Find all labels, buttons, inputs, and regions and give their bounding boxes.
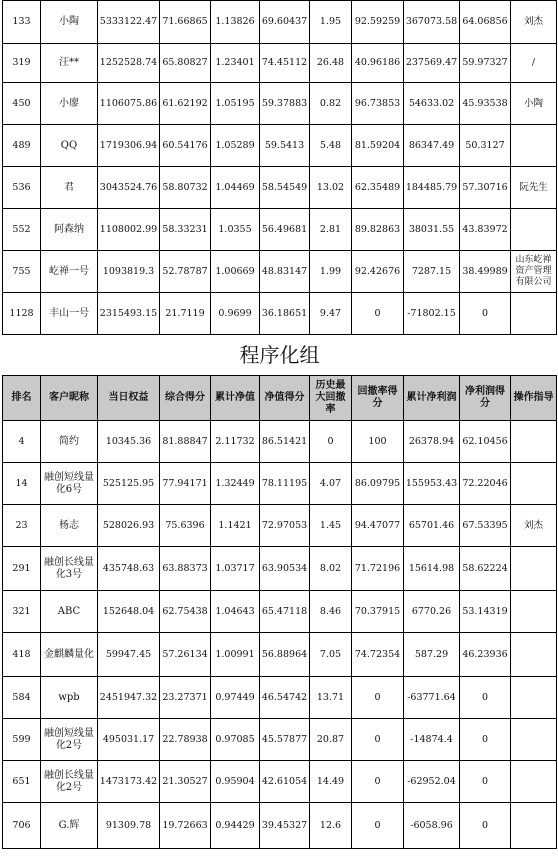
cell-nickname: 融创短线量化2号 [41,719,98,761]
cell-rank: 552 [3,209,41,251]
header-equity: 当日权益 [98,376,160,421]
cell-total-score: 62.75438 [160,591,211,633]
cell-equity: 1719306.94 [98,125,160,167]
cell-nav-score: 72.97053 [260,505,310,547]
header-drawdown-score: 回撤率得分 [352,376,404,421]
cell-cum-profit: 587.29 [404,633,460,677]
cell-max-drawdown: 13.02 [310,167,352,209]
cell-profit-score: 0 [460,803,511,849]
cell-rank: 584 [3,677,41,719]
cell-max-drawdown: 8.02 [310,547,352,591]
cell-guidance [511,421,557,463]
cell-drawdown-score: 81.59204 [352,125,404,167]
table-row [3,251,557,293]
cell-nav-score: 48.83147 [260,251,310,293]
cell-nav-score: 46.54742 [260,677,310,719]
section-title: 程序化组 [3,335,557,376]
cell-profit-score: 57.30716 [460,167,511,209]
cell-drawdown-score: 74.72354 [352,633,404,677]
table-row [3,591,557,633]
header-nav-score: 净值得分 [260,376,310,421]
cell-equity: 1106075.86 [98,83,160,125]
cell-total-score: 77.94171 [160,463,211,505]
cell-total-score: 81.88847 [160,421,211,463]
cell-cum-nav: 1.05195 [211,83,260,125]
cell-equity: 1252528.74 [98,44,160,83]
cell-total-score: 75.6396 [160,505,211,547]
cell-nav-score: 63.90534 [260,547,310,591]
cell-nav-score: 45.57877 [260,719,310,761]
cell-equity: 2451947.32 [98,677,160,719]
cell-guidance: 刘杰 [511,505,557,547]
cell-total-score: 21.30527 [160,761,211,803]
cell-nickname: G.辉 [41,803,98,849]
cell-drawdown-score: 96.73853 [352,83,404,125]
cell-nickname: wpb [41,677,98,719]
cell-rank: 1128 [3,293,41,335]
cell-rank: 133 [3,1,41,44]
table-row [3,421,557,463]
cell-nickname: 融创长线量化2号 [41,761,98,803]
cell-max-drawdown: 1.45 [310,505,352,547]
cell-profit-score: 72.22046 [460,463,511,505]
table-row [3,293,557,335]
cell-rank: 536 [3,167,41,209]
cell-cum-profit: 26378.94 [404,421,460,463]
cell-cum-profit: -62952.04 [404,761,460,803]
cell-drawdown-score: 70.37915 [352,591,404,633]
cell-nickname: QQ [41,125,98,167]
cell-guidance [511,719,557,761]
cell-cum-nav: 0.97085 [211,719,260,761]
cell-nickname: 小廖 [41,83,98,125]
cell-equity: 525125.95 [98,463,160,505]
table-row [3,83,557,125]
cell-cum-profit: 184485.79 [404,167,460,209]
cell-guidance [511,209,557,251]
cell-guidance [511,125,557,167]
table-row [3,633,557,677]
cell-nickname: 融创短线量化6号 [41,463,98,505]
cell-nickname: 屹禅一号 [41,251,98,293]
cell-nickname: 小陶 [41,1,98,44]
cell-guidance: 阮先生 [511,167,557,209]
cell-profit-score: 67.53395 [460,505,511,547]
cell-guidance [511,547,557,591]
cell-rank: 319 [3,44,41,83]
cell-guidance [511,633,557,677]
cell-cum-nav: 1.04643 [211,591,260,633]
cell-total-score: 21.7119 [160,293,211,335]
cell-rank: 599 [3,719,41,761]
table-row [3,505,557,547]
cell-nickname: 杨志 [41,505,98,547]
cell-cum-profit: 7287.15 [404,251,460,293]
cell-equity: 152648.04 [98,591,160,633]
cell-drawdown-score: 0 [352,677,404,719]
cell-max-drawdown: 7.05 [310,633,352,677]
cell-nav-score: 42.61054 [260,761,310,803]
cell-drawdown-score: 89.82863 [352,209,404,251]
cell-cum-nav: 0.95904 [211,761,260,803]
cell-equity: 91309.78 [98,803,160,849]
cell-cum-nav: 1.03717 [211,547,260,591]
cell-guidance [511,591,557,633]
cell-nav-score: 56.49681 [260,209,310,251]
cell-max-drawdown: 14.49 [310,761,352,803]
cell-total-score: 61.62192 [160,83,211,125]
cell-rank: 418 [3,633,41,677]
cell-nav-score: 36.18651 [260,293,310,335]
cell-nav-score: 59.5413 [260,125,310,167]
cell-rank: 706 [3,803,41,849]
cell-max-drawdown: 20.87 [310,719,352,761]
cell-total-score: 57.26134 [160,633,211,677]
cell-rank: 321 [3,591,41,633]
cell-nav-score: 86.51421 [260,421,310,463]
cell-rank: 450 [3,83,41,125]
cell-rank: 489 [3,125,41,167]
ranking-table [2,0,557,849]
cell-rank: 755 [3,251,41,293]
cell-cum-nav: 1.04469 [211,167,260,209]
cell-cum-profit: -63771.64 [404,677,460,719]
cell-cum-nav: 1.05289 [211,125,260,167]
cell-rank: 23 [3,505,41,547]
table-row [3,677,557,719]
cell-max-drawdown: 0.82 [310,83,352,125]
cell-max-drawdown: 1.99 [310,251,352,293]
cell-cum-profit: -14874.4 [404,719,460,761]
cell-profit-score: 50.3127 [460,125,511,167]
cell-total-score: 63.88373 [160,547,211,591]
cell-cum-nav: 1.13826 [211,1,260,44]
header-total-score: 综合得分 [160,376,211,421]
cell-total-score: 52.78787 [160,251,211,293]
cell-max-drawdown: 13.71 [310,677,352,719]
cell-rank: 14 [3,463,41,505]
cell-total-score: 71.66865 [160,1,211,44]
cell-cum-nav: 1.00991 [211,633,260,677]
cell-nav-score: 78.11195 [260,463,310,505]
cell-total-score: 23.27371 [160,677,211,719]
cell-drawdown-score: 0 [352,293,404,335]
cell-cum-profit: -6058.96 [404,803,460,849]
program-rows [3,421,557,849]
cell-drawdown-score: 92.42676 [352,251,404,293]
cell-equity: 1473173.42 [98,761,160,803]
cell-max-drawdown: 26.48 [310,44,352,83]
cell-cum-nav: 1.0355 [211,209,260,251]
cell-rank: 4 [3,421,41,463]
cell-equity: 528026.93 [98,505,160,547]
cell-guidance [511,761,557,803]
header-row [3,376,557,421]
cell-drawdown-score: 86.09795 [352,463,404,505]
header-guidance: 操作指导 [511,376,557,421]
cell-cum-nav: 0.94429 [211,803,260,849]
cell-nav-score: 39.45327 [260,803,310,849]
cell-cum-profit: 367073.58 [404,1,460,44]
cell-cum-nav: 1.23401 [211,44,260,83]
table-row [3,761,557,803]
cell-profit-score: 58.62224 [460,547,511,591]
cell-cum-profit: -71802.15 [404,293,460,335]
cell-guidance [511,677,557,719]
cell-equity: 1093819.3 [98,251,160,293]
table-row [3,44,557,83]
cell-drawdown-score: 0 [352,719,404,761]
table-row [3,167,557,209]
cell-cum-profit: 237569.47 [404,44,460,83]
cell-guidance: / [511,44,557,83]
cell-equity: 5333122.47 [98,1,160,44]
cell-total-score: 19.72663 [160,803,211,849]
cell-profit-score: 64.06856 [460,1,511,44]
cell-guidance [511,293,557,335]
cell-max-drawdown: 1.95 [310,1,352,44]
cell-nickname: 简约 [41,421,98,463]
cell-equity: 3043524.76 [98,167,160,209]
cell-guidance [511,803,557,849]
cell-guidance: 小陶 [511,83,557,125]
cell-cum-profit: 54633.02 [404,83,460,125]
cell-profit-score: 53.14319 [460,591,511,633]
cell-rank: 291 [3,547,41,591]
cell-cum-nav: 0.9699 [211,293,260,335]
cell-profit-score: 45.93538 [460,83,511,125]
table-row [3,719,557,761]
cell-profit-score: 0 [460,719,511,761]
table-row [3,803,557,849]
cell-drawdown-score: 0 [352,803,404,849]
cell-profit-score: 43.83972 [460,209,511,251]
cell-total-score: 60.54176 [160,125,211,167]
cell-cum-nav: 1.1421 [211,505,260,547]
cell-max-drawdown: 0 [310,421,352,463]
cell-profit-score: 59.97327 [460,44,511,83]
cell-nav-score: 59.37883 [260,83,310,125]
cell-total-score: 22.78938 [160,719,211,761]
cell-cum-nav: 0.97449 [211,677,260,719]
cell-max-drawdown: 12.6 [310,803,352,849]
cell-drawdown-score: 62.35489 [352,167,404,209]
cell-cum-profit: 155953.43 [404,463,460,505]
cell-nav-score: 74.45112 [260,44,310,83]
cell-total-score: 65.80827 [160,44,211,83]
cell-drawdown-score: 40.96186 [352,44,404,83]
cell-nav-score: 65.47118 [260,591,310,633]
cell-cum-nav: 1.32449 [211,463,260,505]
header-cum-nav: 累计净值 [211,376,260,421]
cell-profit-score: 46.23936 [460,633,511,677]
cell-cum-profit: 15614.98 [404,547,460,591]
cell-equity: 10345.36 [98,421,160,463]
table-row [3,463,557,505]
cell-nav-score: 69.60437 [260,1,310,44]
table-row [3,1,557,44]
cell-nickname: 金麒麟量化 [41,633,98,677]
cell-profit-score: 0 [460,677,511,719]
cell-equity: 2315493.15 [98,293,160,335]
cell-cum-profit: 38031.55 [404,209,460,251]
cell-equity: 435748.63 [98,547,160,591]
cell-drawdown-score: 71.72196 [352,547,404,591]
cell-nickname: 君 [41,167,98,209]
cell-max-drawdown: 8.46 [310,591,352,633]
cell-cum-profit: 86347.49 [404,125,460,167]
section-title-row [3,335,557,376]
cell-equity: 495031.17 [98,719,160,761]
cell-cum-profit: 65701.46 [404,505,460,547]
cell-equity: 1108002.99 [98,209,160,251]
cell-drawdown-score: 92.59259 [352,1,404,44]
cell-rank: 651 [3,761,41,803]
cell-nickname: 阿森纳 [41,209,98,251]
header-cum-profit: 累计净利润 [404,376,460,421]
cell-nickname: 丰山一号 [41,293,98,335]
cell-profit-score: 0 [460,293,511,335]
top-rows [3,1,557,335]
cell-nickname: ABC [41,591,98,633]
cell-cum-profit: 6770.26 [404,591,460,633]
cell-nickname: 融创长线量化3号 [41,547,98,591]
table-row [3,547,557,591]
cell-max-drawdown: 4.07 [310,463,352,505]
cell-drawdown-score: 94.47077 [352,505,404,547]
cell-guidance [511,463,557,505]
cell-guidance: 刘杰 [511,1,557,44]
cell-drawdown-score: 100 [352,421,404,463]
cell-profit-score: 62.10456 [460,421,511,463]
cell-cum-nav: 1.00669 [211,251,260,293]
header-max-drawdown: 历史最大回撤率 [310,376,352,421]
table-row [3,209,557,251]
cell-max-drawdown: 2.81 [310,209,352,251]
header-nickname: 客户昵称 [41,376,98,421]
cell-max-drawdown: 9.47 [310,293,352,335]
cell-cum-nav: 2.11732 [211,421,260,463]
cell-guidance: 山东屹禅资产管理有限公司 [511,251,557,293]
cell-nickname: 汪** [41,44,98,83]
cell-drawdown-score: 0 [352,761,404,803]
cell-nav-score: 56.88964 [260,633,310,677]
header-rank: 排名 [3,376,41,421]
cell-total-score: 58.33231 [160,209,211,251]
cell-profit-score: 0 [460,761,511,803]
cell-nav-score: 58.54549 [260,167,310,209]
cell-equity: 59947.45 [98,633,160,677]
cell-max-drawdown: 5.48 [310,125,352,167]
table-row [3,125,557,167]
cell-total-score: 58.80732 [160,167,211,209]
header-profit-score: 净利润得分 [460,376,511,421]
cell-profit-score: 38.49989 [460,251,511,293]
